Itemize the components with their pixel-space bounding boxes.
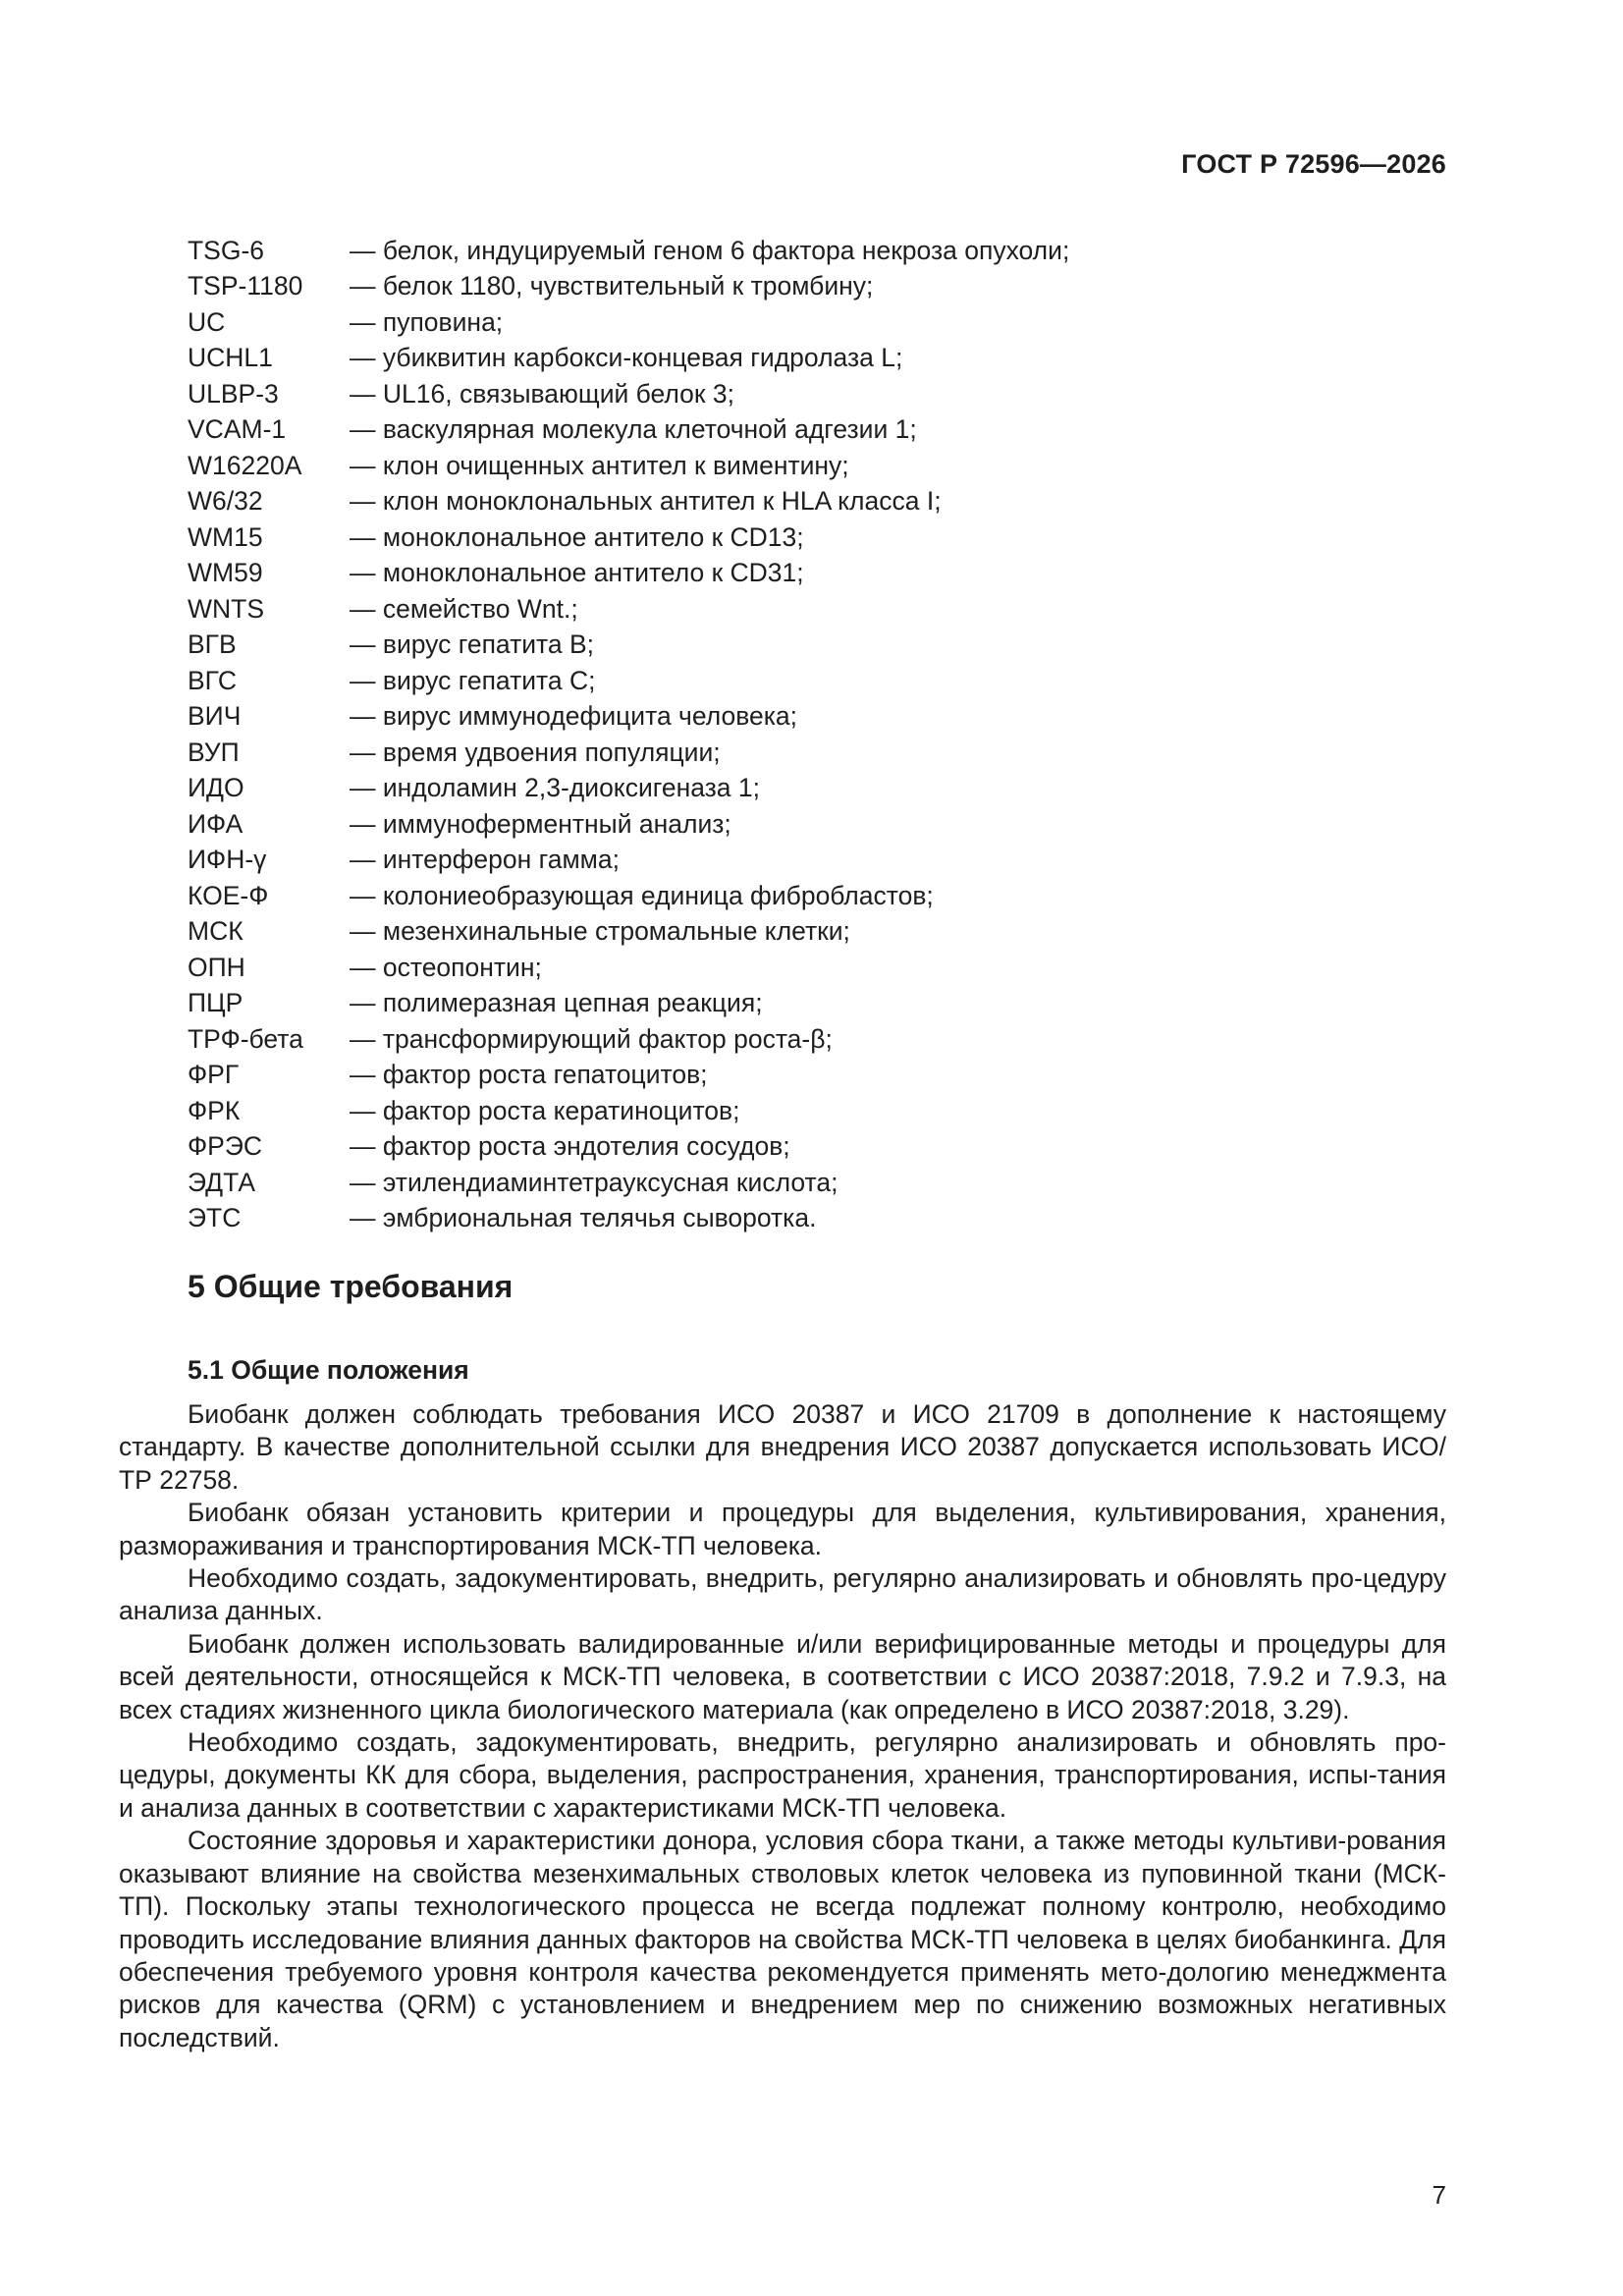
abbreviation-definition: — иммуноферментный анализ; bbox=[350, 808, 731, 839]
abbreviation-term: ИФА bbox=[188, 808, 243, 839]
abbreviation-row bbox=[188, 556, 1464, 592]
abbreviation-term: ВУП bbox=[188, 737, 240, 767]
abbreviation-definition: — фактор роста кератиноцитов; bbox=[350, 1095, 740, 1125]
abbreviation-term: UC bbox=[188, 306, 226, 337]
abbreviation-term: ЭДТА bbox=[188, 1167, 256, 1197]
section-body bbox=[119, 1398, 1446, 2054]
abbreviation-row bbox=[188, 1201, 1464, 1237]
abbreviation-row bbox=[188, 1093, 1464, 1129]
abbreviation-term: W6/32 bbox=[188, 486, 263, 517]
abbreviation-definition: — вирус иммунодефицита человека; bbox=[350, 701, 798, 732]
document-number-header: ГОСТ Р 72596—2026 bbox=[1181, 149, 1446, 179]
abbreviation-term: ФРК bbox=[188, 1095, 241, 1125]
abbreviation-row bbox=[188, 448, 1464, 484]
abbreviation-definition: — васкулярная молекула клеточной адгезии 1; bbox=[350, 414, 917, 445]
abbreviation-definition: — эмбриональная телячья сыворотка. bbox=[350, 1203, 817, 1233]
abbreviation-row bbox=[188, 735, 1464, 771]
abbreviation-term: ВГВ bbox=[188, 629, 237, 660]
abbreviation-row bbox=[188, 376, 1464, 412]
abbreviation-row bbox=[188, 950, 1464, 986]
abbreviation-row bbox=[188, 1129, 1464, 1166]
abbreviation-definition: — клон моноклональных антител к HLA класса I; bbox=[350, 486, 942, 517]
abbreviation-definition: — семейство Wnt.; bbox=[350, 593, 578, 624]
abbreviation-term: ЭТС bbox=[188, 1203, 242, 1233]
body-paragraph: Биобанк должен соблюдать требования ИСО 20387 и ИСО 21709 в дополнение к настоящему стандарту. В качестве дополнительной ссылки для внедрения ИСО 20387 допускается использовать ИСО/ТР 22758. bbox=[119, 1399, 1446, 1495]
abbreviation-term: WM15 bbox=[188, 521, 263, 552]
abbreviation-term: ULBP-3 bbox=[188, 378, 279, 409]
abbreviation-term: ФРЭС bbox=[188, 1131, 263, 1162]
abbreviation-definition: — трансформирующий фактор роста-β; bbox=[350, 1023, 833, 1054]
page-number: 7 bbox=[1432, 2180, 1446, 2210]
abbreviation-row bbox=[188, 914, 1464, 951]
abbreviation-term: ТРФ-бета bbox=[188, 1023, 303, 1054]
abbreviation-term: UCHL1 bbox=[188, 343, 273, 373]
abbreviation-row bbox=[188, 806, 1464, 843]
abbreviation-row bbox=[188, 484, 1464, 520]
abbreviation-definition: — вирус гепатита В; bbox=[350, 629, 594, 660]
abbreviation-row bbox=[188, 412, 1464, 449]
abbreviation-row bbox=[188, 628, 1464, 664]
abbreviation-term: ИДО bbox=[188, 773, 244, 803]
abbreviation-row bbox=[188, 341, 1464, 377]
body-paragraph: Необходимо создать, задокументировать, внедрить, регулярно анализировать и обновлять про-цедуру анализа данных. bbox=[119, 1563, 1446, 1626]
abbreviation-definition: — вирус гепатита С; bbox=[350, 665, 596, 695]
abbreviation-row bbox=[188, 1058, 1464, 1094]
abbreviation-definition: — фактор роста эндотелия сосудов; bbox=[350, 1131, 790, 1162]
abbreviation-row bbox=[188, 986, 1464, 1022]
abbreviation-term: ПЦР bbox=[188, 988, 243, 1018]
abbreviation-definition: — индоламин 2,3-диоксигеназа 1; bbox=[350, 773, 760, 803]
abbreviation-definition: — клон очищенных антител к виментину; bbox=[350, 450, 849, 480]
abbreviation-definition: — пуповина; bbox=[350, 306, 504, 337]
abbreviation-term: WNTS bbox=[188, 593, 265, 624]
abbreviation-term: КОЕ-Ф bbox=[188, 880, 269, 910]
abbreviation-row bbox=[188, 699, 1464, 736]
abbreviation-definition: — UL16, связывающий белок 3; bbox=[350, 378, 734, 409]
subsection-title: 5.1 Общие положения bbox=[188, 1355, 469, 1385]
abbreviation-term: МСК bbox=[188, 916, 243, 947]
abbreviation-row bbox=[188, 663, 1464, 699]
body-paragraph: Состояние здоровья и характеристики донора, условия сбора ткани, а также методы культиви-рования оказывают влияние на свойства мезенхимальных стволовых клеток человека из пуповинной ткани (МСК-ТП). Поскольку этапы технологического процесса не всегда подлежат полному контролю, необходимо проводить исследование влияния данных факторов на свойства МСК-ТП человека в целях биобанкинга. Для обеспечения требуемого уровня контроля качества рекомендуется применять мето-дологию менеджмента рисков для качества (QRM) с установлением и внедрением мер по снижению возможных негативных последствий. bbox=[119, 1826, 1446, 2052]
abbreviation-term: ВИЧ bbox=[188, 701, 242, 732]
abbreviation-row bbox=[188, 591, 1464, 628]
abbreviation-term: ФРГ bbox=[188, 1060, 240, 1090]
abbreviation-definition: — интерферон гамма; bbox=[350, 845, 620, 875]
abbreviation-definition: — остеопонтин; bbox=[350, 952, 542, 982]
abbreviation-term: WM59 bbox=[188, 558, 263, 588]
abbreviation-list bbox=[188, 233, 1464, 1236]
abbreviation-row bbox=[188, 519, 1464, 556]
abbreviation-term: ИФН-γ bbox=[188, 845, 267, 875]
abbreviation-definition: — белок 1180, чувствительный к тромбину; bbox=[350, 271, 874, 301]
abbreviation-definition: — полимеразная цепная реакция; bbox=[350, 988, 763, 1018]
abbreviation-definition: — этилендиаминтетрауксусная кислота; bbox=[350, 1167, 839, 1197]
abbreviation-definition: — белок, индуцируемый геном 6 фактора некроза опухоли; bbox=[350, 235, 1070, 265]
abbreviation-definition: — моноклональное антитело к CD31; bbox=[350, 558, 804, 588]
abbreviation-definition: — мезенхинальные стромальные клетки; bbox=[350, 916, 850, 947]
abbreviation-row bbox=[188, 233, 1464, 269]
abbreviation-row bbox=[188, 1021, 1464, 1058]
abbreviation-definition: — фактор роста гепатоцитов; bbox=[350, 1060, 708, 1090]
abbreviation-definition: — время удвоения популяции; bbox=[350, 737, 721, 767]
abbreviation-term: ВГС bbox=[188, 665, 237, 695]
body-paragraph: Необходимо создать, задокументировать, внедрить, регулярно анализировать и обновлять про-цедуры, документы КК для сбора, выделения, распространения, хранения, транспортирования, испы-тания и анализа данных в соответствии с характеристиками МСК-ТП человека. bbox=[119, 1727, 1446, 1823]
abbreviation-term: W16220A bbox=[188, 450, 302, 480]
abbreviation-row bbox=[188, 843, 1464, 879]
abbreviation-row bbox=[188, 1165, 1464, 1201]
abbreviation-row bbox=[188, 771, 1464, 807]
section-title: 5 Общие требования bbox=[188, 1269, 514, 1304]
abbreviation-definition: — убиквитин карбокси-концевая гидролаза L; bbox=[350, 343, 903, 373]
abbreviation-term: TSG-6 bbox=[188, 235, 265, 265]
body-paragraph: Биобанк должен использовать валидированные и/или верифицированные методы и процедуры для всей деятельности, относящейся к МСК-ТП человека, в соответствии с ИСО 20387:2018, 7.9.2 и 7.9.3, на всех стадиях жизненного цикла биологического материала (как определено в ИСО 20387:2018, 3.29). bbox=[119, 1628, 1446, 1724]
abbreviation-row bbox=[188, 269, 1464, 305]
abbreviation-row bbox=[188, 304, 1464, 341]
abbreviation-term: ОПН bbox=[188, 952, 245, 982]
abbreviation-definition: — моноклональное антитело к CD13; bbox=[350, 521, 804, 552]
body-paragraph: Биобанк обязан установить критерии и процедуры для выделения, культивирования, хранения, размораживания и транспортирования МСК-ТП человека. bbox=[119, 1498, 1446, 1560]
abbreviation-term: TSP-1180 bbox=[188, 271, 303, 301]
abbreviation-definition: — колониеобразующая единица фибробластов; bbox=[350, 880, 934, 910]
abbreviation-row bbox=[188, 878, 1464, 914]
abbreviation-term: VCAM-1 bbox=[188, 414, 287, 445]
